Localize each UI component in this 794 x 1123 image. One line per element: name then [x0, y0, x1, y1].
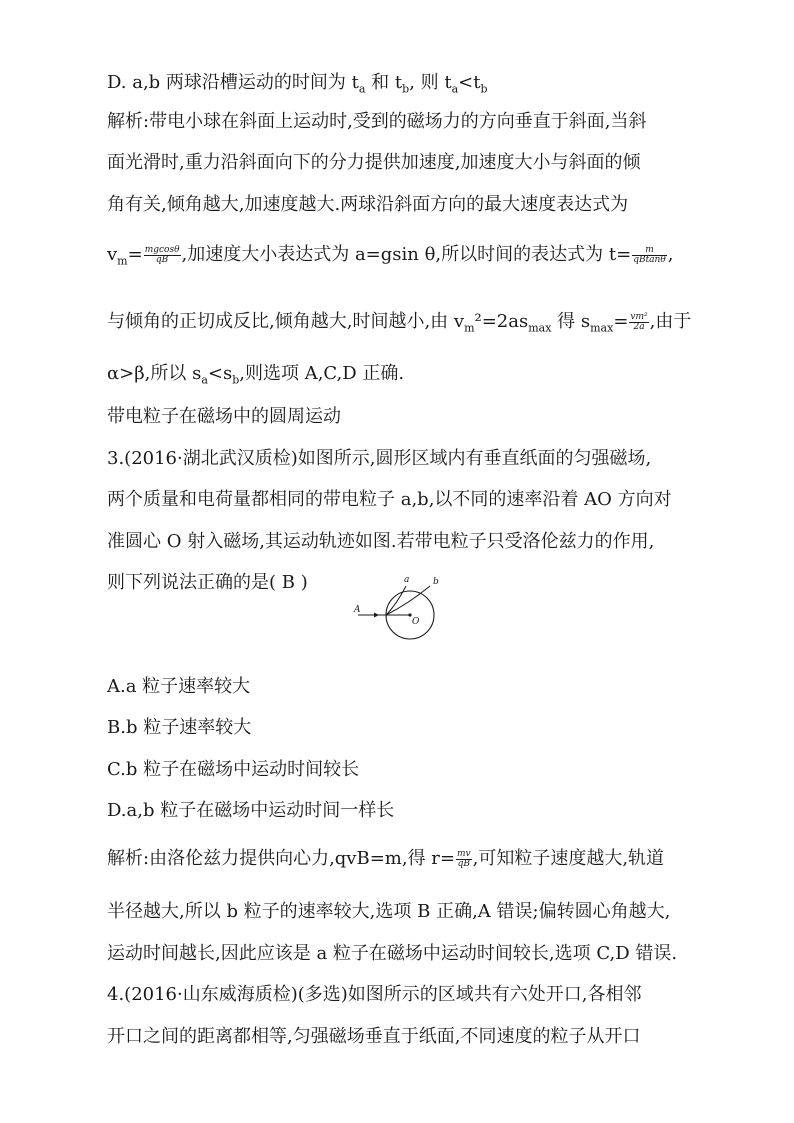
analysis-line: 运动时间越长,因此应该是 a 粒子在磁场中运动时间较长,选项 C,D 错误.	[107, 943, 678, 964]
analysis-formula-line: 解析:由洛伦兹力提供向心力,qvB=m,得 r= $\frac{mv}{qB}$ ,可知粒子速度越大,轨道	[107, 848, 665, 869]
option-c: C.b 粒子在磁场中运动时间较长	[107, 759, 360, 780]
label-A: A	[354, 605, 361, 615]
fraction: $\frac{mgcos\theta}{qB}$	[144, 244, 180, 265]
magnetic-field-diagram	[352, 572, 444, 640]
section-heading: 带电粒子在磁场中的圆周运动	[107, 406, 341, 427]
analysis-line: 解析:带电小球在斜面上运动时,受到的磁场力的方向垂直于斜面,当斜	[107, 111, 647, 132]
question-text: 3.(2016·湖北武汉质检)如图所示,圆形区域内有垂直纸面的匀强磁场,	[107, 448, 652, 469]
analysis-line: 面光滑时,重力沿斜面向下的分力提供加速度,加速度大小与斜面的倾	[107, 152, 641, 173]
trajectory-b	[386, 586, 430, 615]
fraction: $\frac{m}{qBtan\theta}$	[633, 244, 666, 265]
analysis-line: 半径越大,所以 b 粒子的速率较大,选项 B 正确,A 错误;偏转圆心角越大,	[107, 901, 671, 922]
label-O: O	[412, 617, 420, 627]
label-a: a	[404, 575, 410, 585]
question-text: 4.(2016·山东威海质检)(多选)如图所示的区域共有六处开口,各相邻	[107, 984, 642, 1005]
question-text: 则下列说法正确的是( B )	[107, 572, 308, 593]
arrow-icon	[374, 613, 379, 618]
option-a: A.a 粒子速率较大	[107, 676, 251, 697]
fraction: $\frac{mv}{qB}$	[456, 848, 471, 869]
question-text: 两个质量和电荷量都相同的带电粒子 a,b,以不同的速率沿着 AO 方向对	[107, 489, 672, 510]
analysis-formula-line: $v_m=$ $\frac{mgcos\theta}{qB}$ ,加速度大小表达式为 a=gsin θ,所以时间的表达式为 t= $\frac{m}{qBtan\theta}$ ,	[107, 244, 674, 268]
option-d-prev: D. a,b 两球沿槽运动的时间为 $t_a$ 和 $t_b$, 则 $t_a<t_b$	[107, 72, 488, 96]
fraction: $\frac{\text{vm²}}{2a}$	[630, 311, 648, 332]
label-b: b	[433, 577, 439, 587]
analysis-line: α>β,所以 $s_a<s_b$,则选项 A,C,D 正确.	[107, 363, 405, 387]
option-d: D.a,b 粒子在磁场中运动时间一样长	[107, 800, 395, 821]
analysis-formula-line: 与倾角的正切成反比,倾角越大,时间越小,由 $v_m^2=2as_{max}$ 得 $s_{max}=$ $\frac{\text{vm²}}{2a}$ ,由于	[107, 311, 692, 335]
trajectory-a	[386, 586, 406, 615]
question-text: 准圆心 O 射入磁场,其运动轨迹如图.若带电粒子只受洛伦兹力的作用,	[107, 531, 655, 552]
analysis-line: 角有关,倾角越大,加速度越大.两球沿斜面方向的最大速度表达式为	[107, 194, 629, 215]
option-b: B.b 粒子速率较大	[107, 717, 252, 738]
question-text: 开口之间的距离都相等,匀强磁场垂直于纸面,不同速度的粒子从开口	[107, 1026, 641, 1047]
